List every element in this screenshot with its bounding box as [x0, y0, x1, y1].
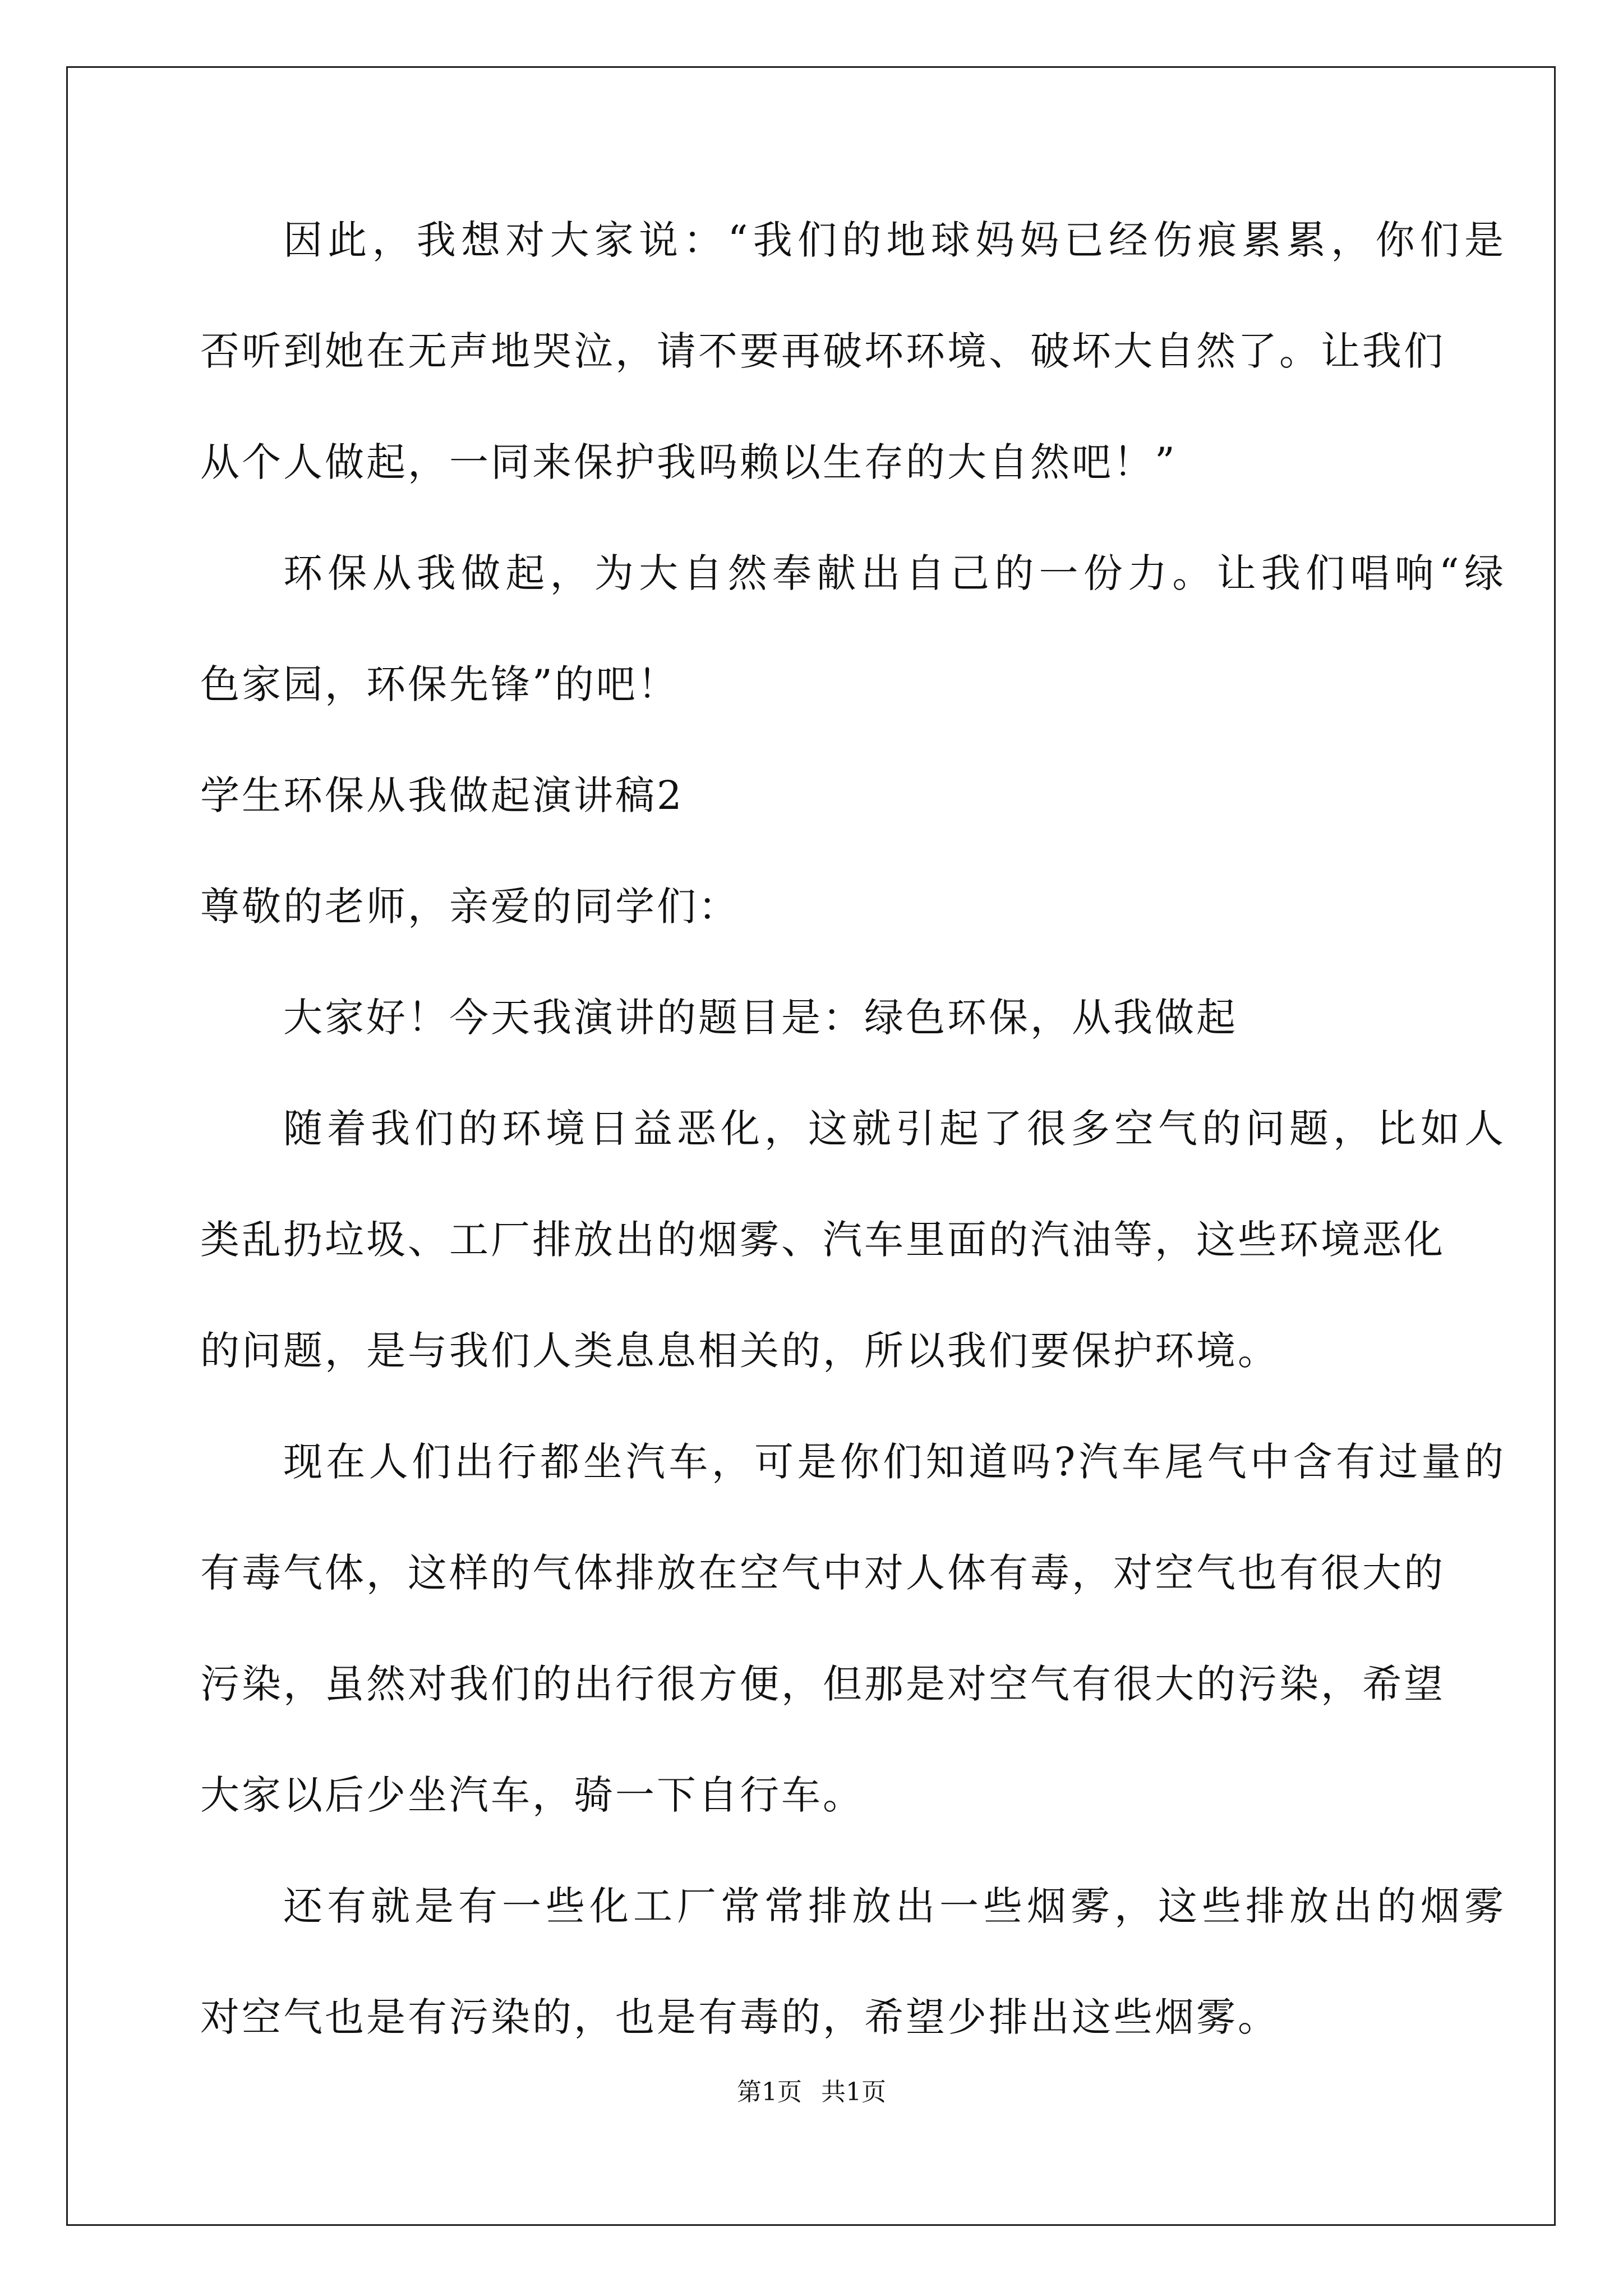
- paragraph-line: 因此，我想对大家说：“我们的地球妈妈已经伤痕累累，你们是: [283, 217, 1506, 263]
- paragraph-line: 大家以后少坐汽车，骑一下自行车。: [200, 1772, 864, 1818]
- paragraph-line: 从个人做起，一同来保护我吗赖以生存的大自然吧！”: [200, 439, 1177, 485]
- paragraph-line: 大家好！今天我演讲的题目是：绿色环保，从我做起: [283, 995, 1238, 1041]
- paragraph-line: 对空气也是有污染的，也是有毒的，希望少排出这些烟雾。: [200, 1994, 1279, 2040]
- paragraph-line: 有毒气体，这样的气体排放在空气中对人体有毒，对空气也有很大的: [200, 1550, 1445, 1596]
- paragraph-line: 色家园，环保先锋”的吧！: [200, 661, 679, 707]
- paragraph-line: 否听到她在无声地哭泣，请不要再破坏环境、破坏大自然了。让我们: [200, 328, 1445, 374]
- page-number: 第1页: [737, 2078, 802, 2106]
- paragraph-line: 环保从我做起，为大自然奉献出自己的一份力。让我们唱响“绿: [283, 550, 1506, 596]
- paragraph-line: 还有就是有一些化工厂常常排放出一些烟雾，这些排放出的烟雾: [283, 1883, 1506, 1929]
- paragraph-line: 现在人们出行都坐汽车，可是你们知道吗?汽车尾气中含有过量的: [283, 1439, 1506, 1485]
- paragraph-line: 随着我们的环境日益恶化，这就引起了很多空气的问题，比如人: [283, 1106, 1506, 1152]
- page-footer: [0, 2076, 1623, 2109]
- page-total: 共1页: [821, 2078, 886, 2106]
- salutation: 尊敬的老师，亲爱的同学们：: [200, 884, 740, 930]
- paragraph-line: 类乱扔垃圾、工厂排放出的烟雾、汽车里面的汽油等，这些环境恶化: [200, 1217, 1445, 1263]
- paragraph-line: 污染，虽然对我们的出行很方便，但那是对空气有很大的污染，希望: [200, 1661, 1445, 1707]
- paragraph-line: 的问题，是与我们人类息息相关的，所以我们要保护环境。: [200, 1328, 1279, 1374]
- section-heading: 学生环保从我做起演讲稿2: [200, 772, 684, 818]
